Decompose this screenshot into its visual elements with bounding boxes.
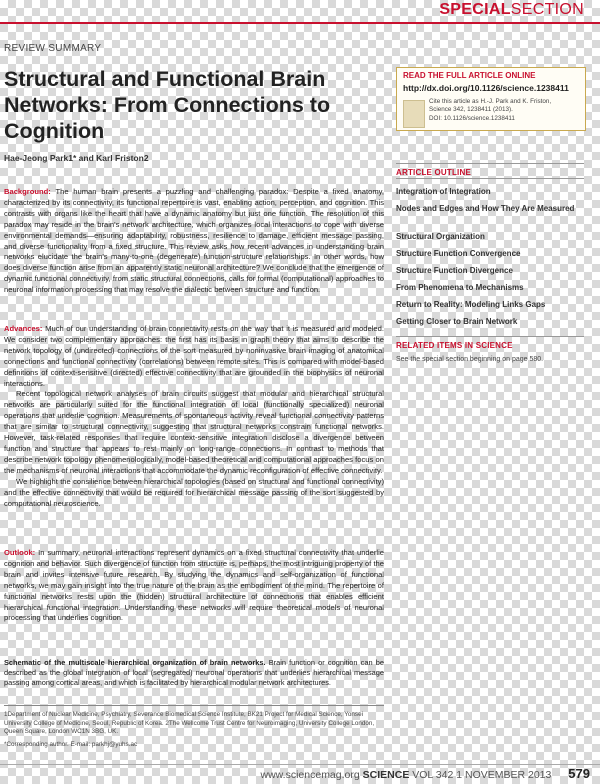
special-label-bold: SPECIAL — [439, 1, 511, 18]
corresponding-author: *Corresponding author. E-mail: parkhj@yuhs.ac — [4, 741, 138, 748]
page-footer — [261, 766, 591, 781]
outline-item[interactable]: Nodes and Edges and How They Are Measured — [396, 204, 575, 213]
citation-line: DOI: 10.1126/science.1238411 — [429, 114, 515, 122]
citation-line: Science 342, 1238411 (2013). — [429, 106, 513, 114]
footer-journal: SCIENCE — [362, 769, 410, 781]
advances-text-1: Much of our understanding of brain connectivity rests on the way that it is measured and modeled. We consider two complementary approaches: the first has its basis in graph theory that aims to describe the network topology of (undirected) connections of the sort measured by noninvasive brain imaging of anatomical connections and functional connectivity (correlations) between remote sites. This is compared with model-based definitions of context-sensitive (directed) effective connectivity that are grounded in the biophysics of neuronal interactions. — [4, 324, 384, 388]
schematic-caption-heading: Schematic of the multiscale hierarchical organization of brain networks. — [4, 658, 266, 667]
outlook-paragraph — [4, 548, 384, 624]
article-outline-heading: ARTICLE OUTLINE — [396, 168, 471, 177]
related-items-heading: RELATED ITEMS IN SCIENCE — [396, 341, 513, 350]
related-items-text[interactable]: See the special section beginning on page 580. — [396, 356, 544, 363]
header-rule — [0, 22, 600, 24]
article-title: Structural and Functional Brain Networks: From Connections to Cognition — [4, 67, 331, 143]
advances-paragraph-2: Recent topological network analyses of brain circuits suggest that modular and hierarchical structural networks are particularly suited for the functional integration of local (functionally specialized) neuronal operations that underlie cognition. Measurements of spontaneous activity reveal functional connectivity patterns that are similar to structural connectivity, suggesting that structural networks constrain functional networks. However, task-related responses that require context-sensitive integration disclose a divergence between function and structure that appears to rest mainly on long-range connections. In contrast to methods that describe network topology phenomenologically, model-based theoretical and computational approaches focus on the mechanisms of neuronal interactions that accommodate the dynamic reconfiguration of effective connectivity. — [4, 389, 384, 475]
article-authors: Hae-Jeong Park1* and Karl Friston2 — [4, 153, 149, 163]
full-article-link[interactable]: http://dx.doi.org/10.1126/science.1238411 — [403, 83, 569, 93]
advances-paragraph-3: We highlight the consilience between hierarchical topologies (based on structural and functional connectivity) and the effective connectivity that would be required for hierarchical message passing of the sort suggested by computational neuroscience. — [4, 476, 384, 508]
full-article-heading: READ THE FULL ARTICLE ONLINE — [403, 71, 536, 80]
footer-date: 1 NOVEMBER 2013 — [456, 769, 552, 781]
advances-paragraph-1 — [4, 324, 384, 389]
author-affiliations: 1Department of Nuclear Medicine, Psychiatry, Severance Biomedical Science Institute, BK21 Project for Medical Science, Yonsei University College of Medicine, Seoul, Republic of Korea. 2The Wellcome Trust Centre for Neuroimaging, University College London, Queen Square, London WC1N 3BG, UK. — [4, 711, 375, 736]
citation-line: Cite this article as H.-J. Park and K. Friston, — [429, 98, 552, 105]
citation-info — [429, 98, 579, 123]
schematic-caption — [4, 658, 384, 688]
outlook-heading: Outlook: — [4, 548, 36, 557]
full-article-box — [396, 67, 586, 131]
outline-item[interactable]: Structure Function Convergence — [396, 249, 521, 258]
article-type: REVIEW SUMMARY — [4, 43, 102, 54]
outlook-text: In summary, neuronal interactions represent dynamics on a fixed structural connectivity that underlie cognition and behavior. Such divergence of function from structure is, perhaps, the most intriguing property of the brain and invites intensive future research. By studying the dynamics and self-organization of functional networks, we may gain insight into the true nature of the brain as the embodiment of the mind. The repertoire of functional networks rests upon the (hidden) structural architecture of connections that enables efficient hierarchical functional integration. Understanding these networks will require theoretical models of neuronal processing that underlies cognition. — [4, 548, 384, 623]
background-heading: Background: — [4, 187, 51, 196]
background-text: The human brain presents a puzzling and challenging paradox: Despite a fixed anatomy, characterized by its connectivity, its functional repertoire is vast, enabling action, perception, and cognition. This contrasts with organs like the heart that have a dynamic anatomy but just one function. The resolution of this paradox may reside in the brain's network architecture, which organizes local interactions to cope with diverse environmental demands—ensuring adaptability, robustness, resilience to damage, efficient message passing, and diverse functionality from a fixed structure. This review asks how recent advances in understanding brain networks elucidate the brain's many-to-one (degenerate) function-structure relationships. In other words, how does diverse function arise from an apparently static neuronal architecture? We conclude that the emergence of dynamic functional connectivity, from static structural connections, calls for formal (computational) approaches to neuronal information processing that may resolve the dialectic between structure and function. — [4, 187, 384, 295]
page-number: 579 — [568, 766, 590, 781]
advances-heading: Advances: — [4, 324, 43, 333]
related-rule — [396, 336, 584, 337]
outline-rule — [396, 178, 584, 179]
footer-url: www.sciencemag.org — [260, 769, 360, 781]
article-thumbnail-icon — [403, 100, 425, 128]
background-paragraph — [4, 187, 384, 296]
outline-item[interactable]: Structure Function Divergence — [396, 266, 513, 275]
outline-rule — [396, 163, 584, 164]
advances-section — [4, 324, 384, 509]
special-label-rest: SECTION — [510, 1, 584, 18]
footer-volume: VOL 342 — [412, 769, 454, 781]
outline-item[interactable]: Integration of Integration — [396, 187, 491, 196]
outline-item[interactable]: Return to Reality: Modeling Links Gaps — [396, 300, 546, 309]
footer-rule — [0, 764, 600, 765]
special-section-label — [439, 1, 584, 19]
schematic-caption-text: Brain function or cognition can be described as the global integration of local (segregated) neuronal operations that underlies hierarchical message passing among cortical areas, and which is facilitated by hierarchical modular network architectures. — [4, 658, 384, 687]
footnote-rule — [4, 705, 384, 706]
outline-item[interactable]: From Phenomena to Mechanisms — [396, 283, 524, 292]
outline-item[interactable]: Structural Organization — [396, 232, 485, 241]
outline-item[interactable]: Getting Closer to Brain Network — [396, 317, 518, 326]
